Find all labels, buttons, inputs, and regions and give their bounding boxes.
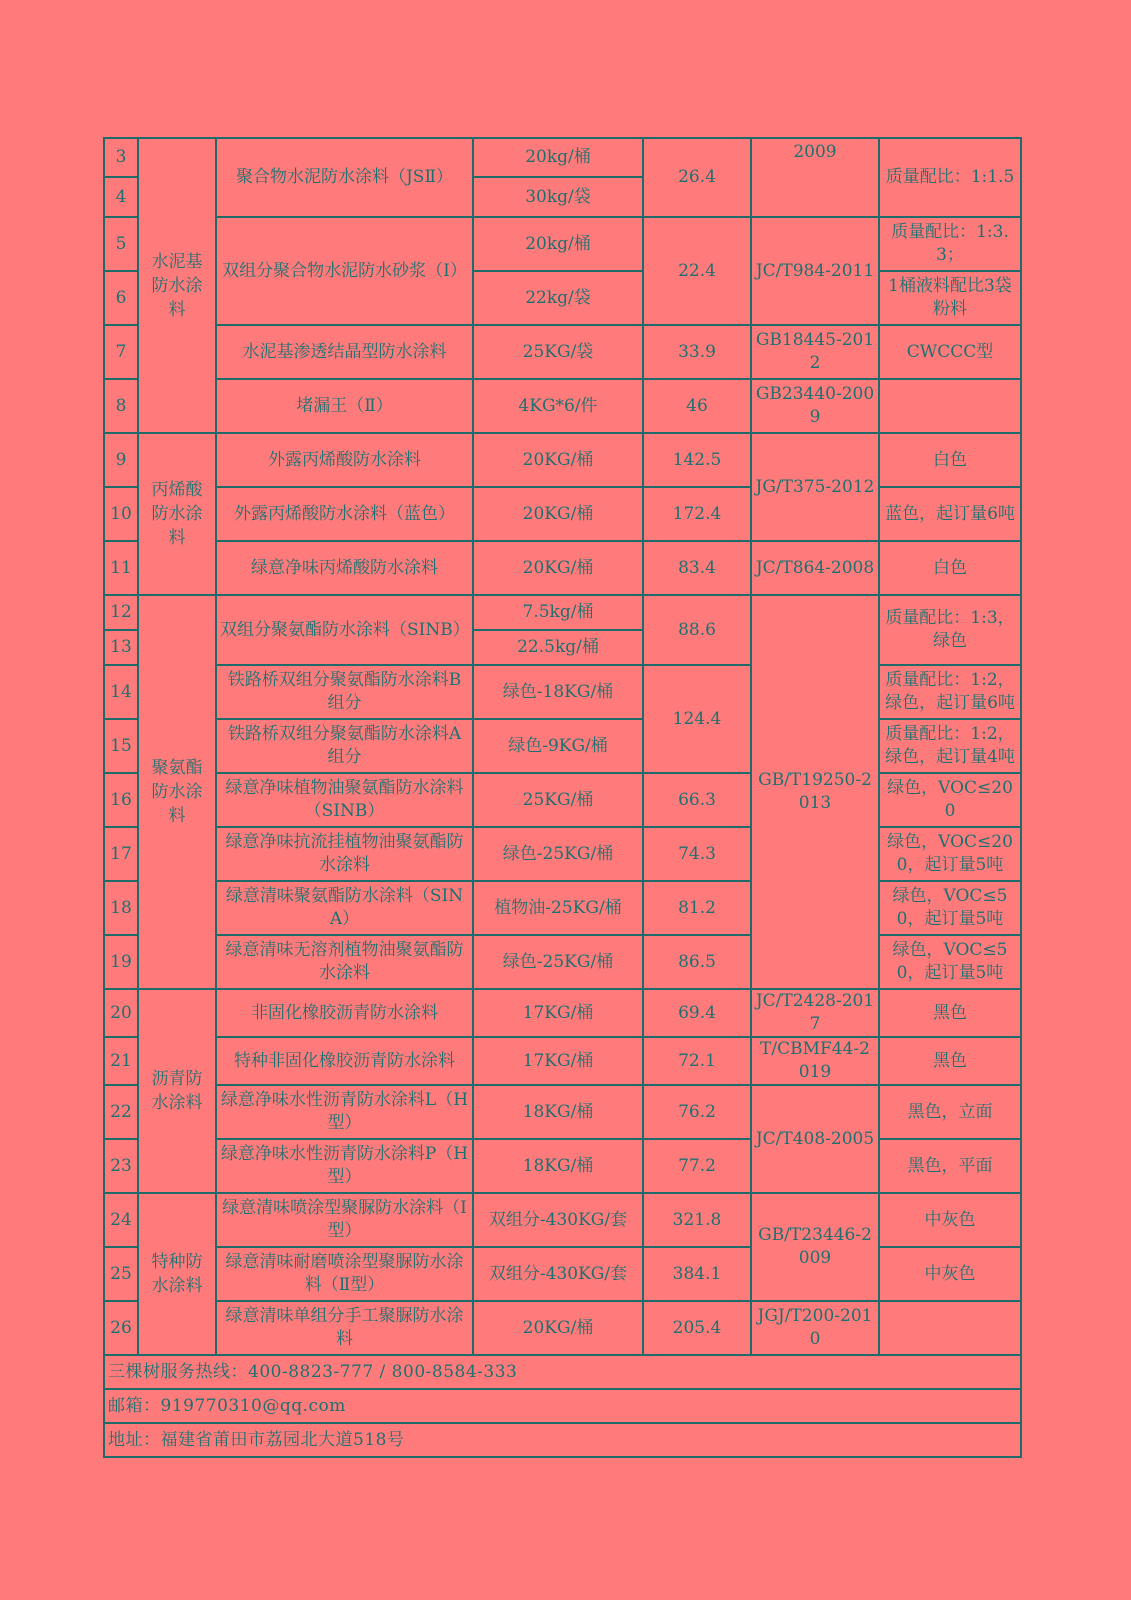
product-name: 绿意清味聚氨酯防水涂料（SINA） bbox=[216, 881, 473, 935]
table-row bbox=[104, 665, 1021, 719]
spec-cell: 18KG/桶 bbox=[473, 1085, 643, 1139]
table-row bbox=[104, 217, 1021, 271]
row-number: 25 bbox=[104, 1247, 138, 1301]
table-row bbox=[104, 379, 1021, 433]
price-cell: 69.4 bbox=[643, 989, 751, 1037]
spec-cell: 20KG/桶 bbox=[473, 433, 643, 487]
table-row bbox=[104, 881, 1021, 935]
row-number: 22 bbox=[104, 1085, 138, 1139]
row-number: 11 bbox=[104, 541, 138, 595]
standard-cell: GB23440-2009 bbox=[751, 379, 879, 433]
table-row bbox=[104, 541, 1021, 595]
spec-cell: 25KG/桶 bbox=[473, 773, 643, 827]
spec-cell: 25KG/袋 bbox=[473, 325, 643, 379]
product-name: 绿意净味水性沥青防水涂料P（H型） bbox=[216, 1139, 473, 1193]
row-number: 19 bbox=[104, 935, 138, 989]
product-name: 铁路桥双组分聚氨酯防水涂料B组分 bbox=[216, 665, 473, 719]
spec-cell: 22.5kg/桶 bbox=[473, 630, 643, 665]
spec-cell: 7.5kg/桶 bbox=[473, 595, 643, 630]
table-row bbox=[104, 719, 1021, 773]
standard-cell: GB18445-2012 bbox=[751, 325, 879, 379]
row-number: 10 bbox=[104, 487, 138, 541]
spec-cell: 30kg/袋 bbox=[473, 177, 643, 217]
product-name: 绿意清味喷涂型聚脲防水涂料（Ⅰ型） bbox=[216, 1193, 473, 1247]
remark-cell: 质量配比：1:1.5 bbox=[879, 138, 1021, 217]
spec-cell: 双组分-430KG/套 bbox=[473, 1247, 643, 1301]
spec-cell: 绿色-25KG/桶 bbox=[473, 935, 643, 989]
remark-cell: 中灰色 bbox=[879, 1247, 1021, 1301]
table-row bbox=[104, 325, 1021, 379]
price-cell: 22.4 bbox=[643, 217, 751, 325]
price-cell: 321.8 bbox=[643, 1193, 751, 1247]
row-number: 16 bbox=[104, 773, 138, 827]
row-number: 8 bbox=[104, 379, 138, 433]
row-number: 24 bbox=[104, 1193, 138, 1247]
remark-cell: 蓝色，起订量6吨 bbox=[879, 487, 1021, 541]
spec-cell: 绿色-9KG/桶 bbox=[473, 719, 643, 773]
standard-cell: JC/T2428-2017 bbox=[751, 989, 879, 1037]
service-hotline: 三棵树服务热线：400-8823-777 / 800-8584-333 bbox=[104, 1355, 1021, 1389]
standard-cell: JG/T375-2012 bbox=[751, 433, 879, 541]
spec-cell: 18KG/桶 bbox=[473, 1139, 643, 1193]
row-number: 21 bbox=[104, 1037, 138, 1085]
remark-cell: 黑色，平面 bbox=[879, 1139, 1021, 1193]
category-cell: 聚氨酯防水涂料 bbox=[138, 595, 216, 989]
product-name: 特种非固化橡胶沥青防水涂料 bbox=[216, 1037, 473, 1085]
spec-cell: 绿色-18KG/桶 bbox=[473, 665, 643, 719]
table-row bbox=[104, 1085, 1021, 1139]
row-number: 7 bbox=[104, 325, 138, 379]
spec-cell: 20kg/桶 bbox=[473, 138, 643, 177]
table-row bbox=[104, 935, 1021, 989]
price-cell: 72.1 bbox=[643, 1037, 751, 1085]
product-name: 铁路桥双组分聚氨酯防水涂料A组分 bbox=[216, 719, 473, 773]
price-cell: 66.3 bbox=[643, 773, 751, 827]
product-name: 非固化橡胶沥青防水涂料 bbox=[216, 989, 473, 1037]
standard-cell: GB/T23446-2009 bbox=[751, 1193, 879, 1301]
standard-cell: JC/T864-2008 bbox=[751, 541, 879, 595]
table-row bbox=[104, 433, 1021, 487]
price-cell: 77.2 bbox=[643, 1139, 751, 1193]
remark-cell: 中灰色 bbox=[879, 1193, 1021, 1247]
table-row bbox=[104, 1193, 1021, 1247]
spec-cell: 17KG/桶 bbox=[473, 1037, 643, 1085]
standard-cell: JGJ/T200-2010 bbox=[751, 1301, 879, 1355]
remark-cell bbox=[879, 1301, 1021, 1355]
category-cell: 特种防水涂料 bbox=[138, 1193, 216, 1355]
standard-cell: T/CBMF44-2019 bbox=[751, 1037, 879, 1085]
row-number: 13 bbox=[104, 630, 138, 665]
product-name: 双组分聚合物水泥防水砂浆（Ⅰ） bbox=[216, 217, 473, 325]
remark-cell: CWCCC型 bbox=[879, 325, 1021, 379]
spec-cell: 20KG/桶 bbox=[473, 541, 643, 595]
spec-cell: 20KG/桶 bbox=[473, 1301, 643, 1355]
remark-cell: 质量配比：1:2，绿色，起订量6吨 bbox=[879, 665, 1021, 719]
product-name: 双组分聚氨酯防水涂料（SINB） bbox=[216, 595, 473, 665]
footer-row bbox=[104, 1389, 1021, 1423]
price-cell: 205.4 bbox=[643, 1301, 751, 1355]
remark-cell: 质量配比：1:3.3； bbox=[879, 217, 1021, 271]
price-cell: 86.5 bbox=[643, 935, 751, 989]
price-cell: 88.6 bbox=[643, 595, 751, 665]
row-number: 14 bbox=[104, 665, 138, 719]
remark-cell: 1桶液料配比3袋粉料 bbox=[879, 271, 1021, 325]
row-number: 17 bbox=[104, 827, 138, 881]
remark-cell: 绿色，VOC≤200 bbox=[879, 773, 1021, 827]
table-row bbox=[104, 1247, 1021, 1301]
standard-cell: GB/T19250-2013 bbox=[751, 595, 879, 989]
price-cell: 81.2 bbox=[643, 881, 751, 935]
price-cell: 26.4 bbox=[643, 138, 751, 217]
product-name: 绿意净味抗流挂植物油聚氨酯防水涂料 bbox=[216, 827, 473, 881]
remark-cell: 黑色 bbox=[879, 1037, 1021, 1085]
standard-cell: JC/T984-2011 bbox=[751, 217, 879, 325]
table-row bbox=[104, 773, 1021, 827]
standard-cell: 2009 bbox=[751, 138, 879, 217]
remark-cell: 白色 bbox=[879, 541, 1021, 595]
row-number: 20 bbox=[104, 989, 138, 1037]
product-name: 堵漏王（Ⅱ） bbox=[216, 379, 473, 433]
price-cell: 33.9 bbox=[643, 325, 751, 379]
price-cell: 83.4 bbox=[643, 541, 751, 595]
row-number: 12 bbox=[104, 595, 138, 630]
table-row bbox=[104, 1139, 1021, 1193]
price-cell: 46 bbox=[643, 379, 751, 433]
product-name: 绿意清味耐磨喷涂型聚脲防水涂料（Ⅱ型） bbox=[216, 1247, 473, 1301]
row-number: 5 bbox=[104, 217, 138, 271]
product-name: 水泥基渗透结晶型防水涂料 bbox=[216, 325, 473, 379]
remark-cell: 黑色 bbox=[879, 989, 1021, 1037]
row-number: 26 bbox=[104, 1301, 138, 1355]
product-name: 聚合物水泥防水涂料（JSⅡ） bbox=[216, 138, 473, 217]
product-name: 外露丙烯酸防水涂料（蓝色） bbox=[216, 487, 473, 541]
row-number: 9 bbox=[104, 433, 138, 487]
address-line: 地址：福建省莆田市荔园北大道518号 bbox=[104, 1423, 1021, 1457]
footer-row bbox=[104, 1423, 1021, 1457]
price-cell: 142.5 bbox=[643, 433, 751, 487]
category-cell: 沥青防水涂料 bbox=[138, 989, 216, 1193]
spec-cell: 双组分-430KG/套 bbox=[473, 1193, 643, 1247]
remark-cell: 质量配比：1:3，绿色 bbox=[879, 595, 1021, 665]
remark-cell: 绿色，VOC≤50，起订量5吨 bbox=[879, 935, 1021, 989]
price-cell: 76.2 bbox=[643, 1085, 751, 1139]
spec-cell: 20kg/桶 bbox=[473, 217, 643, 271]
price-table bbox=[103, 137, 1022, 1458]
price-cell: 74.3 bbox=[643, 827, 751, 881]
spec-cell: 4KG*6/件 bbox=[473, 379, 643, 433]
spec-cell: 20KG/桶 bbox=[473, 487, 643, 541]
category-cell: 水泥基防水涂料 bbox=[138, 138, 216, 433]
product-name: 绿意清味单组分手工聚脲防水涂料 bbox=[216, 1301, 473, 1355]
product-name: 绿意清味无溶剂植物油聚氨酯防水涂料 bbox=[216, 935, 473, 989]
remark-cell: 黑色，立面 bbox=[879, 1085, 1021, 1139]
row-number: 23 bbox=[104, 1139, 138, 1193]
product-name: 绿意净味丙烯酸防水涂料 bbox=[216, 541, 473, 595]
table-row bbox=[104, 1037, 1021, 1085]
price-cell: 172.4 bbox=[643, 487, 751, 541]
table-row bbox=[104, 827, 1021, 881]
row-number: 3 bbox=[104, 138, 138, 177]
price-cell: 384.1 bbox=[643, 1247, 751, 1301]
row-number: 6 bbox=[104, 271, 138, 325]
row-number: 4 bbox=[104, 177, 138, 217]
footer-row bbox=[104, 1355, 1021, 1389]
category-cell: 丙烯酸防水涂料 bbox=[138, 433, 216, 595]
spec-cell: 22kg/袋 bbox=[473, 271, 643, 325]
table-row bbox=[104, 1301, 1021, 1355]
product-name: 绿意净味植物油聚氨酯防水涂料（SINB） bbox=[216, 773, 473, 827]
table-row bbox=[104, 595, 1021, 630]
price-cell: 124.4 bbox=[643, 665, 751, 773]
remark-cell bbox=[879, 379, 1021, 433]
row-number: 18 bbox=[104, 881, 138, 935]
remark-cell: 质量配比：1:2，绿色，起订量4吨 bbox=[879, 719, 1021, 773]
row-number: 15 bbox=[104, 719, 138, 773]
spec-cell: 绿色-25KG/桶 bbox=[473, 827, 643, 881]
spec-cell: 17KG/桶 bbox=[473, 989, 643, 1037]
table-row bbox=[104, 138, 1021, 177]
product-name: 绿意净味水性沥青防水涂料L（H型） bbox=[216, 1085, 473, 1139]
email-line: 邮箱：919770310@qq.com bbox=[104, 1389, 1021, 1423]
remark-cell: 绿色，VOC≤200，起订量5吨 bbox=[879, 827, 1021, 881]
spec-cell: 植物油-25KG/桶 bbox=[473, 881, 643, 935]
standard-cell: JC/T408-2005 bbox=[751, 1085, 879, 1193]
remark-cell: 绿色，VOC≤50，起订量5吨 bbox=[879, 881, 1021, 935]
remark-cell: 白色 bbox=[879, 433, 1021, 487]
table-row bbox=[104, 487, 1021, 541]
table-row bbox=[104, 989, 1021, 1037]
product-name: 外露丙烯酸防水涂料 bbox=[216, 433, 473, 487]
